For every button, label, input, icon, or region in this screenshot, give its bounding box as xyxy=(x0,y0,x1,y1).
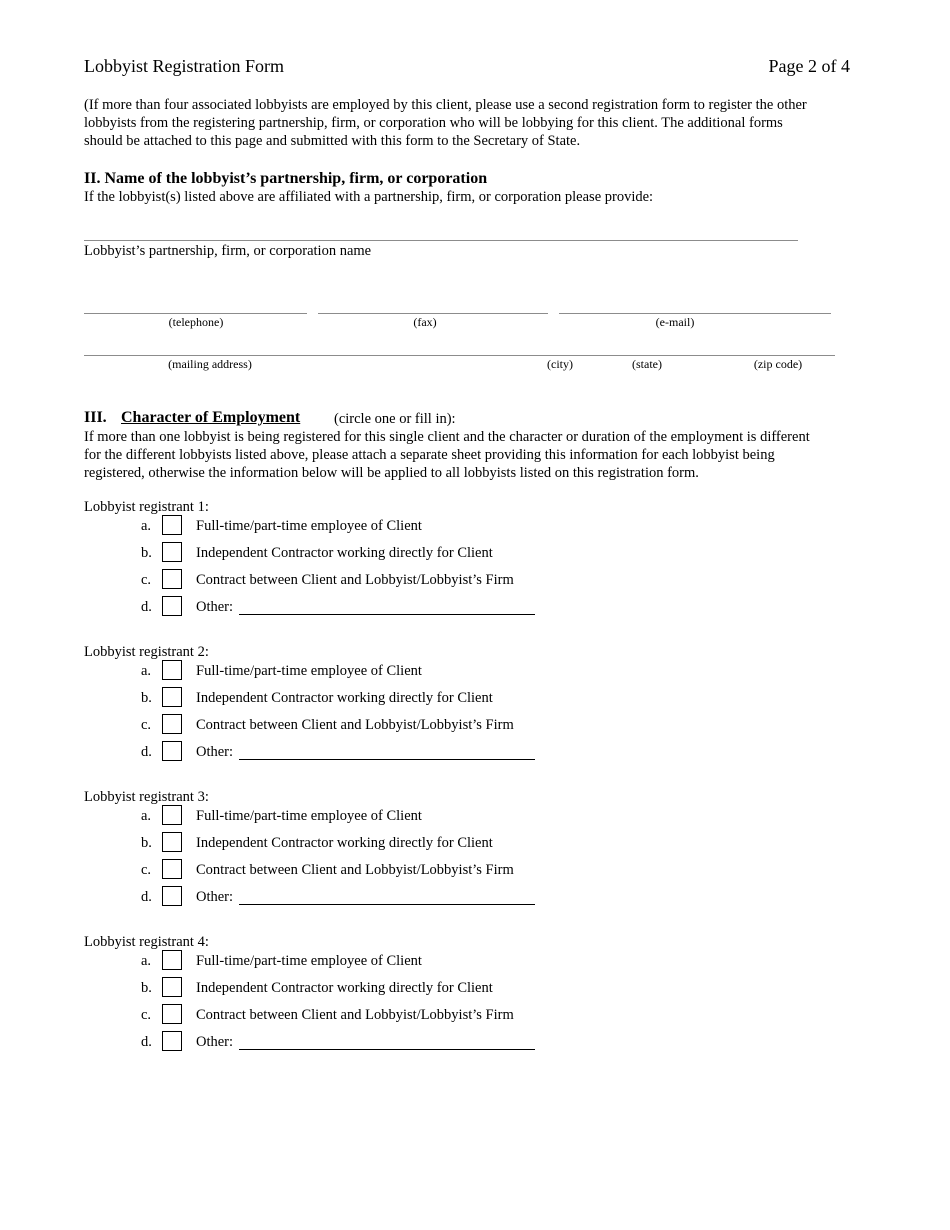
option-label: Other: xyxy=(196,744,234,760)
registrant-2-option-d-checkbox[interactable] xyxy=(162,741,182,761)
intro-line: (If more than four associated lobbyists are employed by this client, please use a second registration form to register the other xyxy=(84,97,807,113)
option-letter: d. xyxy=(141,744,152,760)
registrant-1-option-a-checkbox[interactable] xyxy=(162,515,182,535)
email-field[interactable] xyxy=(559,313,831,314)
option-label: Other: xyxy=(196,889,234,905)
telephone-field[interactable] xyxy=(84,313,307,314)
option-label: Independent Contractor working directly for Client xyxy=(196,545,493,561)
registrant-2-option-c-checkbox[interactable] xyxy=(162,714,182,734)
city-label: (city) xyxy=(547,357,573,371)
option-label: Contract between Client and Lobbyist/Lobbyist’s Firm xyxy=(196,717,514,733)
registrant-1-option-b-checkbox[interactable] xyxy=(162,542,182,562)
option-letter: b. xyxy=(141,690,152,706)
registrant-2-label: Lobbyist registrant 2: xyxy=(84,644,209,660)
section-3-heading: Character of Employment xyxy=(121,409,301,426)
intro-line: lobbyists from the registering partnership, firm, or corporation who will be lobbying for this client. The additional forms xyxy=(84,115,783,131)
registrant-3-label: Lobbyist registrant 3: xyxy=(84,789,209,805)
email-label: (e-mail) xyxy=(655,315,695,329)
option-letter: c. xyxy=(141,572,152,588)
option-label: Full-time/part-time employee of Client xyxy=(196,953,422,969)
option-label: Full-time/part-time employee of Client xyxy=(196,808,422,824)
section-3-description xyxy=(84,428,884,482)
option-label: Other: xyxy=(196,599,234,615)
registrant-4-option-a-checkbox[interactable] xyxy=(162,950,182,970)
section-2-heading: II. Name of the lobbyist’s partnership, firm, or corporation xyxy=(84,170,488,187)
option-letter: a. xyxy=(141,808,152,824)
fax-label: (fax) xyxy=(413,315,437,329)
option-label: Independent Contractor working directly for Client xyxy=(196,690,493,706)
option-letter: d. xyxy=(141,1034,152,1050)
description-line: registered, otherwise the information below will be applied to all lobbyists listed on this registration form. xyxy=(84,465,699,481)
option-label: Other: xyxy=(196,1034,234,1050)
registrant-3-option-c-checkbox[interactable] xyxy=(162,859,182,879)
option-letter: b. xyxy=(141,545,152,561)
registrant-4-option-d-checkbox[interactable] xyxy=(162,1031,182,1051)
mailing-address-label: (mailing address) xyxy=(168,357,252,371)
option-label: Independent Contractor working directly for Client xyxy=(196,835,493,851)
option-label: Contract between Client and Lobbyist/Lobbyist’s Firm xyxy=(196,572,514,588)
registrant-4-other-field[interactable] xyxy=(239,1049,535,1050)
option-label: Full-time/part-time employee of Client xyxy=(196,518,422,534)
option-letter: a. xyxy=(141,518,152,534)
registrant-3-option-a-checkbox[interactable] xyxy=(162,805,182,825)
registrant-4-option-b-checkbox[interactable] xyxy=(162,977,182,997)
intro-paragraph xyxy=(84,96,884,150)
option-letter: c. xyxy=(141,1007,152,1023)
registrant-3-option-b-checkbox[interactable] xyxy=(162,832,182,852)
option-label: Independent Contractor working directly for Client xyxy=(196,980,493,996)
option-letter: d. xyxy=(141,889,152,905)
option-letter: c. xyxy=(141,717,152,733)
section-2-instruction: If the lobbyist(s) listed above are affiliated with a partnership, firm, or corporation please provide: xyxy=(84,189,654,205)
registrant-3-option-d-checkbox[interactable] xyxy=(162,886,182,906)
mailing-address-field[interactable] xyxy=(84,355,835,356)
telephone-label: (telephone) xyxy=(168,315,224,329)
state-label: (state) xyxy=(632,357,662,371)
firm-name-field[interactable] xyxy=(84,240,798,241)
option-letter: c. xyxy=(141,862,152,878)
option-letter: d. xyxy=(141,599,152,615)
registrant-1-other-field[interactable] xyxy=(239,614,535,615)
option-letter: a. xyxy=(141,953,152,969)
registrant-4-label: Lobbyist registrant 4: xyxy=(84,934,209,950)
section-3-numeral: III. xyxy=(84,409,107,426)
option-letter: a. xyxy=(141,663,152,679)
option-label: Full-time/part-time employee of Client xyxy=(196,663,422,679)
page-number: Page 2 of 4 xyxy=(768,56,850,76)
registrant-1-option-d-checkbox[interactable] xyxy=(162,596,182,616)
registrant-2-option-b-checkbox[interactable] xyxy=(162,687,182,707)
description-line: If more than one lobbyist is being registered for this single client and the character or duration of the employment is different xyxy=(84,429,810,445)
intro-line: should be attached to this page and submitted with this form to the Secretary of State. xyxy=(84,133,581,149)
registrant-3-other-field[interactable] xyxy=(239,904,535,905)
registrant-1-label: Lobbyist registrant 1: xyxy=(84,499,209,515)
firm-name-label: Lobbyist’s partnership, firm, or corporation name xyxy=(84,243,372,259)
section-3-note: (circle one or fill in): xyxy=(334,411,456,427)
option-letter: b. xyxy=(141,835,152,851)
fax-field[interactable] xyxy=(318,313,548,314)
registrant-2-option-a-checkbox[interactable] xyxy=(162,660,182,680)
zip-code-label: (zip code) xyxy=(753,357,803,371)
registrant-1-option-c-checkbox[interactable] xyxy=(162,569,182,589)
registrant-4-option-c-checkbox[interactable] xyxy=(162,1004,182,1024)
description-line: for the different lobbyists listed above, please attach a separate sheet providing this information for each lobbyist being xyxy=(84,447,775,463)
option-letter: b. xyxy=(141,980,152,996)
registrant-2-other-field[interactable] xyxy=(239,759,535,760)
option-label: Contract between Client and Lobbyist/Lobbyist’s Firm xyxy=(196,862,514,878)
form-title: Lobbyist Registration Form xyxy=(84,56,284,76)
option-label: Contract between Client and Lobbyist/Lobbyist’s Firm xyxy=(196,1007,514,1023)
